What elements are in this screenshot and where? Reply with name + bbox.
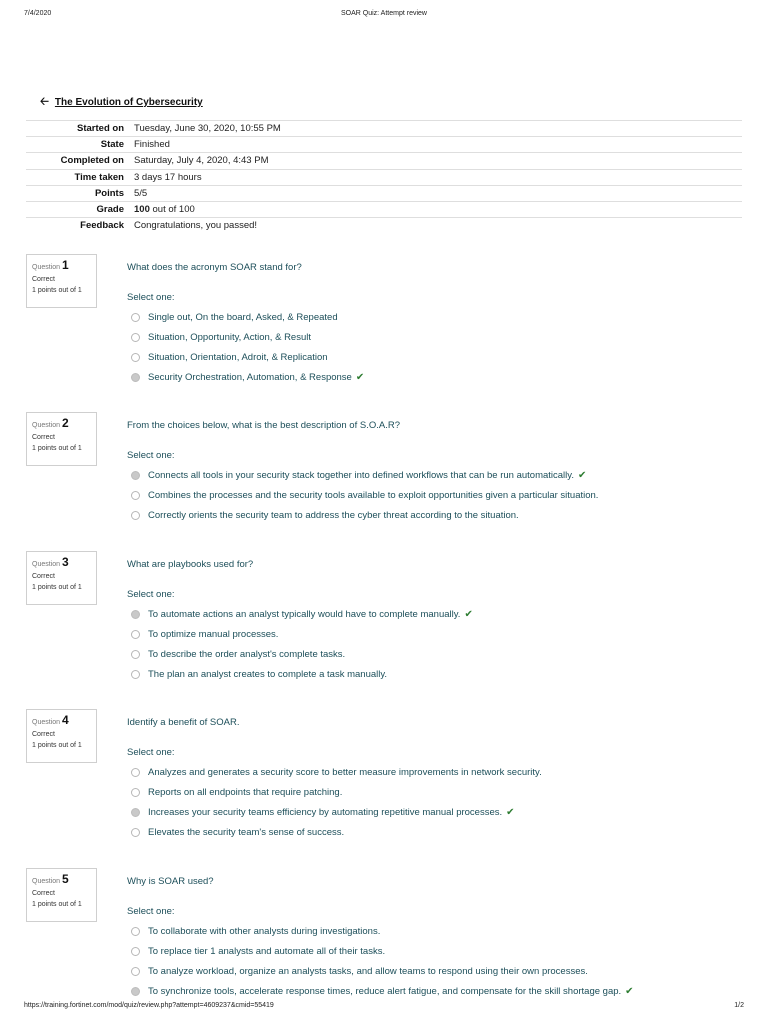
select-one-label: Select one:	[127, 906, 175, 917]
radio-button-selected[interactable]	[131, 610, 140, 619]
answer-option[interactable]	[131, 921, 634, 941]
answer-text: To analyze workload, organize an analysts tasks, and allow teams to respond using their own processes.	[148, 965, 588, 977]
answer-text: Reports on all endpoints that require patching.	[148, 786, 343, 798]
answer-option-selected[interactable]	[131, 981, 634, 1001]
answer-option[interactable]	[131, 624, 473, 644]
check-icon: ✔	[355, 371, 365, 383]
check-icon: ✔	[464, 608, 473, 620]
print-url: https://training.fortinet.com/mod/quiz/review.php?attempt=4609237&cmid=55419	[24, 1002, 274, 1009]
radio-button[interactable]	[131, 511, 140, 520]
radio-button[interactable]	[131, 670, 140, 679]
question-points: 1 points out of 1	[32, 901, 82, 908]
answer-list	[131, 465, 598, 525]
answer-text: To collaborate with other analysts during investigations.	[148, 925, 381, 937]
summary-key: Started on	[26, 121, 134, 137]
question-number: 2	[61, 416, 69, 430]
check-icon: ✔	[577, 469, 587, 481]
answer-text: Analyzes and generates a security score to better measure improvements in network security.	[148, 766, 542, 778]
summary-value: 5/5	[134, 185, 742, 201]
print-footer	[0, 1002, 768, 1014]
check-icon: ✔	[506, 806, 515, 818]
summary-value: Congratulations, you passed!	[134, 218, 742, 234]
radio-button-selected[interactable]	[131, 373, 140, 382]
question-status: Correct	[32, 434, 55, 441]
answer-option[interactable]	[131, 664, 473, 684]
radio-button[interactable]	[131, 650, 140, 659]
question-info	[26, 868, 97, 922]
answer-list	[131, 307, 364, 387]
question-points: 1 points out of 1	[32, 445, 82, 452]
radio-button-selected[interactable]	[131, 808, 140, 817]
answer-option-selected[interactable]	[131, 367, 364, 387]
answer-option[interactable]	[131, 327, 364, 347]
answer-text: Security Orchestration, Automation, & Response	[148, 371, 352, 383]
radio-button[interactable]	[131, 353, 140, 362]
grade-value: 100	[134, 204, 150, 216]
radio-button[interactable]	[131, 828, 140, 837]
radio-button-selected[interactable]	[131, 987, 140, 996]
question-info	[26, 551, 97, 605]
summary-key: Feedback	[26, 218, 134, 234]
answer-option-selected[interactable]	[131, 604, 473, 624]
summary-key: Completed on	[26, 153, 134, 169]
question-info	[26, 254, 97, 308]
question-points: 1 points out of 1	[32, 742, 82, 749]
question-text: What are playbooks used for?	[127, 559, 254, 570]
answer-option-selected[interactable]	[131, 802, 542, 822]
answer-option[interactable]	[131, 644, 473, 664]
answer-option[interactable]	[131, 485, 598, 505]
back-link[interactable]	[40, 93, 203, 112]
question-label: Question	[32, 719, 61, 726]
answer-text: To describe the order analyst's complete tasks.	[148, 648, 346, 660]
summary-key: Points	[26, 185, 134, 201]
answer-text: Connects all tools in your security stack together into defined workflows that can be run automatically.	[148, 469, 574, 481]
question-info	[26, 412, 97, 466]
answer-text: Increases your security teams efficiency by automating repetitive manual processes.	[148, 806, 503, 818]
summary-row	[26, 169, 742, 185]
answer-option[interactable]	[131, 762, 542, 782]
answer-option[interactable]	[131, 347, 364, 367]
answer-text: Combines the processes and the security tools available to exploit opportunities given a particular situation.	[148, 489, 599, 501]
summary-value	[134, 201, 742, 217]
print-date: 7/4/2020	[24, 10, 52, 17]
page-number: 1/2	[734, 1002, 744, 1009]
radio-button[interactable]	[131, 491, 140, 500]
select-one-label: Select one:	[127, 450, 175, 461]
question-label: Question	[32, 561, 61, 568]
summary-row	[26, 153, 742, 169]
answer-text: The plan an analyst creates to complete a task manually.	[148, 668, 388, 680]
answer-text: Single out, On the board, Asked, & Repeated	[148, 311, 338, 323]
answer-list	[131, 921, 634, 1001]
answer-text: To replace tier 1 analysts and automate all of their tasks.	[148, 945, 386, 957]
answer-option[interactable]	[131, 941, 634, 961]
radio-button[interactable]	[131, 768, 140, 777]
answer-text: Situation, Orientation, Adroit, & Replication	[148, 351, 328, 363]
summary-row	[26, 137, 742, 153]
summary-row	[26, 185, 742, 201]
question-text: From the choices below, what is the best description of S.O.A.R?	[127, 420, 400, 431]
summary-key: Grade	[26, 201, 134, 217]
question-status: Correct	[32, 731, 55, 738]
radio-button-selected[interactable]	[131, 471, 140, 480]
select-one-label: Select one:	[127, 589, 175, 600]
summary-row	[26, 201, 742, 217]
summary-value: Finished	[134, 137, 742, 153]
select-one-label: Select one:	[127, 747, 175, 758]
answer-option[interactable]	[131, 961, 634, 981]
question-status: Correct	[32, 573, 55, 580]
question-number: 5	[61, 872, 69, 886]
question-text: Why is SOAR used?	[127, 876, 214, 887]
answer-option[interactable]	[131, 782, 542, 802]
question-text: What does the acronym SOAR stand for?	[127, 262, 302, 273]
answer-option-selected[interactable]	[131, 465, 598, 485]
summary-value: 3 days 17 hours	[134, 169, 742, 185]
attempt-summary-table	[26, 120, 742, 234]
question-label: Question	[32, 422, 61, 429]
grade-suffix: out of 100	[149, 204, 195, 216]
answer-list	[131, 762, 542, 842]
print-header	[0, 10, 768, 22]
answer-text: Situation, Opportunity, Action, & Result	[148, 331, 311, 343]
answer-text: To automate actions an analyst typically would have to complete manually.	[148, 608, 461, 620]
radio-button[interactable]	[131, 788, 140, 797]
summary-value: Tuesday, June 30, 2020, 10:55 PM	[134, 121, 742, 137]
back-link-label: The Evolution of Cybersecurity	[54, 97, 203, 108]
summary-key: State	[26, 137, 134, 153]
answer-text: Elevates the security team's sense of success.	[148, 826, 345, 838]
answer-option[interactable]	[131, 822, 542, 842]
answer-text: To synchronize tools, accelerate response times, reduce alert fatigue, and compensate for the skill shortage gap.	[148, 985, 622, 997]
question-number: 1	[61, 258, 69, 272]
question-label: Question	[32, 878, 61, 885]
radio-button[interactable]	[131, 967, 140, 976]
answer-option[interactable]	[131, 505, 598, 525]
question-status: Correct	[32, 890, 55, 897]
check-icon: ✔	[625, 985, 634, 997]
radio-button[interactable]	[131, 630, 140, 639]
question-status: Correct	[32, 276, 55, 283]
question-info	[26, 709, 97, 763]
radio-button[interactable]	[131, 313, 140, 322]
summary-row	[26, 218, 742, 234]
answer-option[interactable]	[131, 307, 364, 327]
answer-text: To optimize manual processes.	[148, 628, 279, 640]
radio-button[interactable]	[131, 333, 140, 342]
question-number: 4	[61, 713, 69, 727]
summary-value: Saturday, July 4, 2020, 4:43 PM	[134, 153, 742, 169]
answer-text: Correctly orients the security team to address the cyber threat according to the situation.	[148, 509, 519, 521]
question-points: 1 points out of 1	[32, 287, 82, 294]
question-text: Identify a benefit of SOAR.	[127, 717, 240, 728]
arrow-left-icon: 🡠	[40, 96, 49, 108]
summary-row	[26, 121, 742, 137]
select-one-label: Select one:	[127, 292, 175, 303]
print-title: SOAR Quiz: Attempt review	[341, 10, 427, 17]
question-number: 3	[61, 555, 69, 569]
question-points: 1 points out of 1	[32, 584, 82, 591]
question-label: Question	[32, 264, 61, 271]
answer-list	[131, 604, 473, 684]
summary-key: Time taken	[26, 169, 134, 185]
radio-button[interactable]	[131, 947, 140, 956]
radio-button[interactable]	[131, 927, 140, 936]
